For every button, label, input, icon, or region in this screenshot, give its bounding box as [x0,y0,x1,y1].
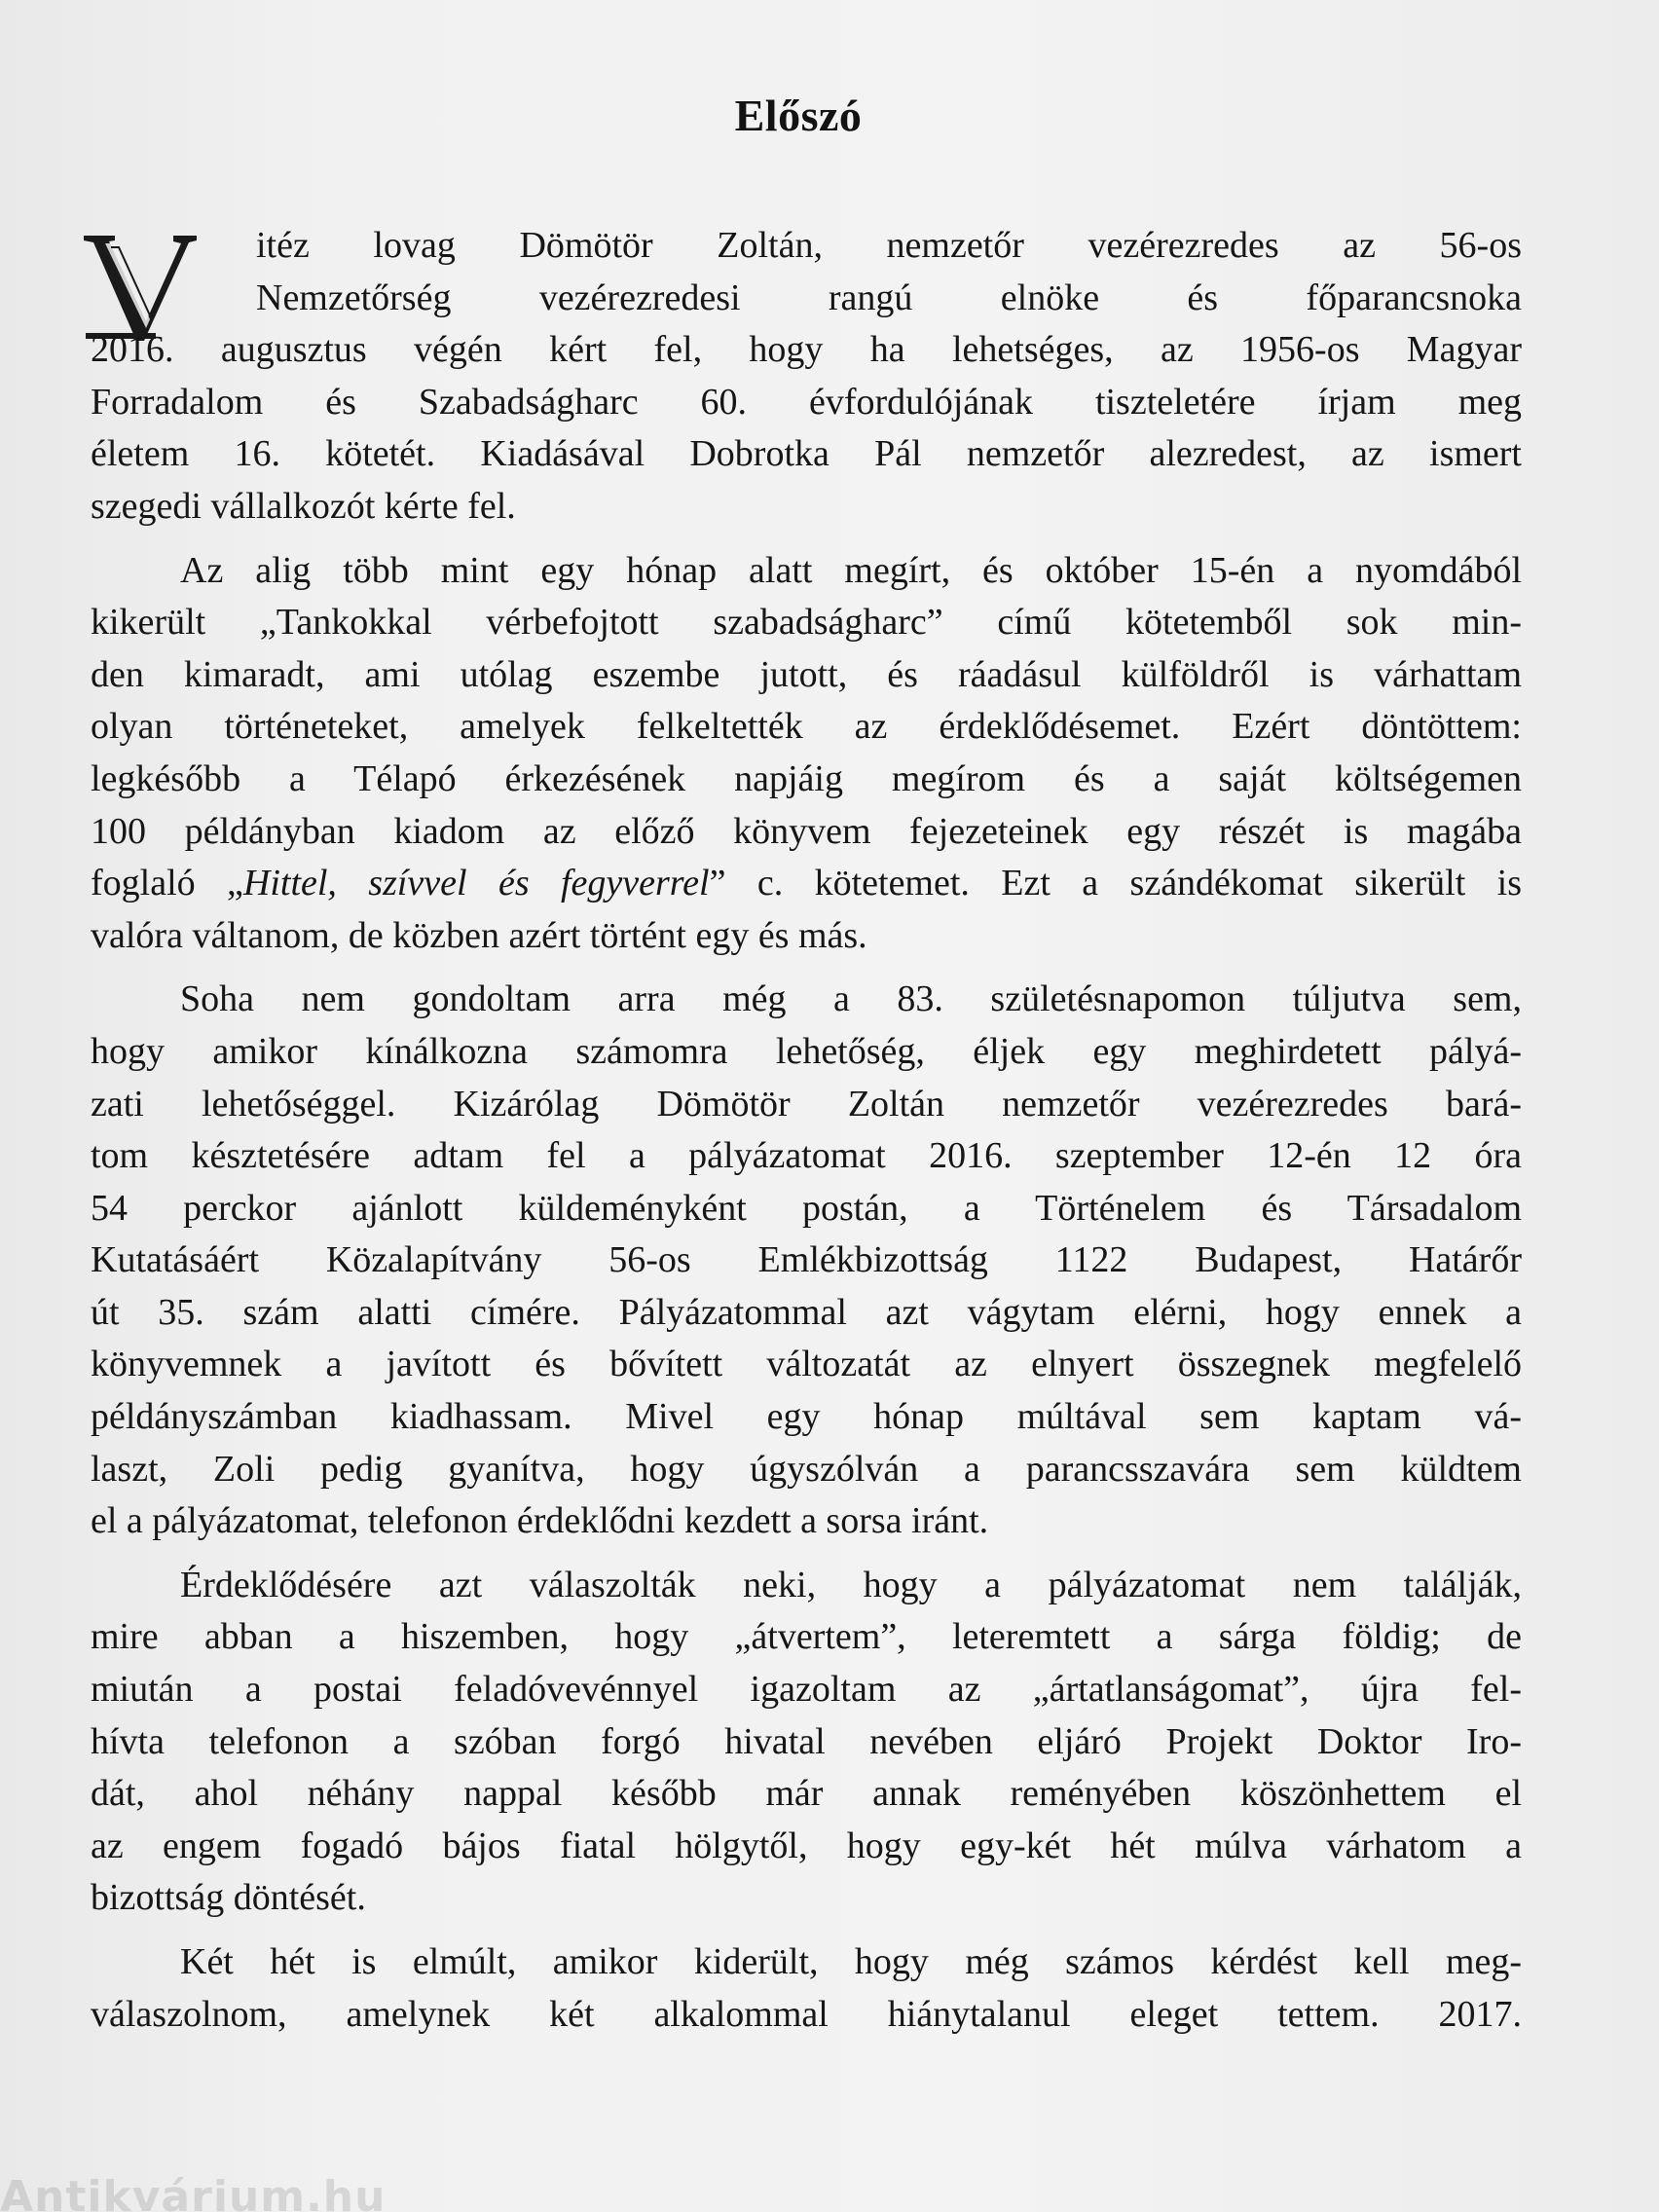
book-title-italic: Hittel, szívvel és fegyverrel [242,863,710,904]
text-line: példányszámban kiadhassam. Mivel egy hónap múltával sem kaptam vá- [91,1396,1522,1438]
paragraph-gap [91,534,1522,545]
text-line: válaszolnom, amelynek két alkalommal hiánytalanul eleget tettem. 2017. [91,1993,1522,2035]
text-line: hogy amikor kínálkozna számomra lehetőség, éljek egy meghirdetett pályá- [91,1030,1522,1072]
text-line: Az alig több mint egy hónap alatt megírt, és október 15-én a nyomdából [180,549,1522,591]
text-line: Forradalom és Szabadságharc 60. évfordulójának tiszteletére írjam meg [91,381,1522,423]
paragraph [91,974,1522,1548]
text-line: Soha nem gondoltam arra még a 83. születésnapomon túljutva sem, [180,978,1522,1020]
text-line: legkésőbb a Télapó érkezésének napjáig megírom és a saját költségemen [91,757,1522,799]
text-line: szegedi vállalkozót kérte fel. [91,485,516,527]
body-text [91,220,1522,2041]
text-line: laszt, Zoli pedig gyanítva, hogy úgyszólván a parancsszavára sem küldtem [91,1448,1522,1490]
paragraph-gap [91,1925,1522,1936]
text-line: den kimaradt, ami utólag eszembe jutott, és ráadásul külföldről is várhattam [91,653,1522,695]
text-line: bizottság döntését. [91,1877,366,1919]
text-line: 54 perckor ajánlott küldeményként postán, a Történelem és Társadalom [91,1187,1522,1229]
paragraph [91,1936,1522,2041]
text-line: dát, ahol néhány nappal később már annak reményében köszönhettem el [91,1773,1522,1815]
text-line: 2016. augusztus végén kért fel, hogy ha lehetséges, az 1956-os Magyar [91,329,1522,371]
text-line: olyan történeteket, amelyek felkeltették az érdeklődésemet. Ezért döntöttem: [91,706,1522,748]
text-line: az engem fogadó bájos fiatal hölgytől, hogy egy-két hét múlva várhatom a [91,1825,1522,1866]
text-line: Kutatásáért Közalapítvány 56-os Emlékbizottság 1122 Budapest, Határőr [91,1239,1522,1281]
paragraph-gap [91,1548,1522,1560]
page-title: Előszó [734,91,863,140]
text-line: út 35. szám alatti címére. Pályázatommal azt vágytam elérni, hogy ennek a [91,1291,1522,1333]
paragraph [91,1560,1522,1925]
watermark: Antikvárium.hu [0,2172,387,2212]
text-line: valóra váltanom, de közben azért történt egy és más. [91,914,867,956]
text-line: tom késztetésére adtam fel a pályázatomat 2016. szeptember 12-én 12 óra [91,1135,1522,1177]
text-line: Két hét is elmúlt, amikor kiderült, hogy még számos kérdést kell meg- [180,1941,1522,1982]
text-run: foglaló „ [91,863,243,904]
text-line: el a pályázatomat, telefonon érdeklődni kezdett a sorsa iránt. [91,1500,989,1542]
text-line: Érdeklődésére azt válaszolták neki, hogy a pályázatomat nem találják, [180,1564,1522,1605]
text-line: mire abban a hiszemben, hogy „átvertem”, leteremtett a sárga földig; de [91,1616,1522,1658]
text-line: itéz lovag Dömötör Zoltán, nemzetőr vezérezredes az 56-os [256,225,1522,266]
paragraph-gap [91,962,1522,974]
text-line: könyvemnek a javított és bővített változatát az elnyert összegnek megfelelő [91,1344,1522,1385]
paragraph [91,220,1522,534]
text-line: hívta telefonon a szóban forgó hivatal nevében eljáró Projekt Doktor Iro- [91,1720,1522,1762]
text-line: zati lehetőséggel. Kizárólag Dömötör Zoltán nemzetőr vezérezredes bará- [91,1083,1522,1124]
text-line [91,858,1522,910]
text-line: Nemzetőrség vezérezredesi rangú elnöke és főparancsnoka [256,276,1522,318]
text-line: miután a postai feladóvevénnyel igazoltam az „ártatlanságomat”, újra fel- [91,1669,1522,1711]
text-run: ” c. kötetemet. Ezt a szándékomat sikerült is [709,863,1522,904]
text-line: 100 példányban kiadom az előző könyvem fejezeteinek egy részét is magába [91,810,1522,852]
paragraph [91,545,1522,963]
text-line: kikerült „Tankokkal vérbefojtott szabadságharc” című kötetemből sok min- [91,602,1522,644]
text-line: életem 16. kötetét. Kiadásával Dobrotka Pál nemzetőr alezredest, az ismert [91,433,1522,475]
